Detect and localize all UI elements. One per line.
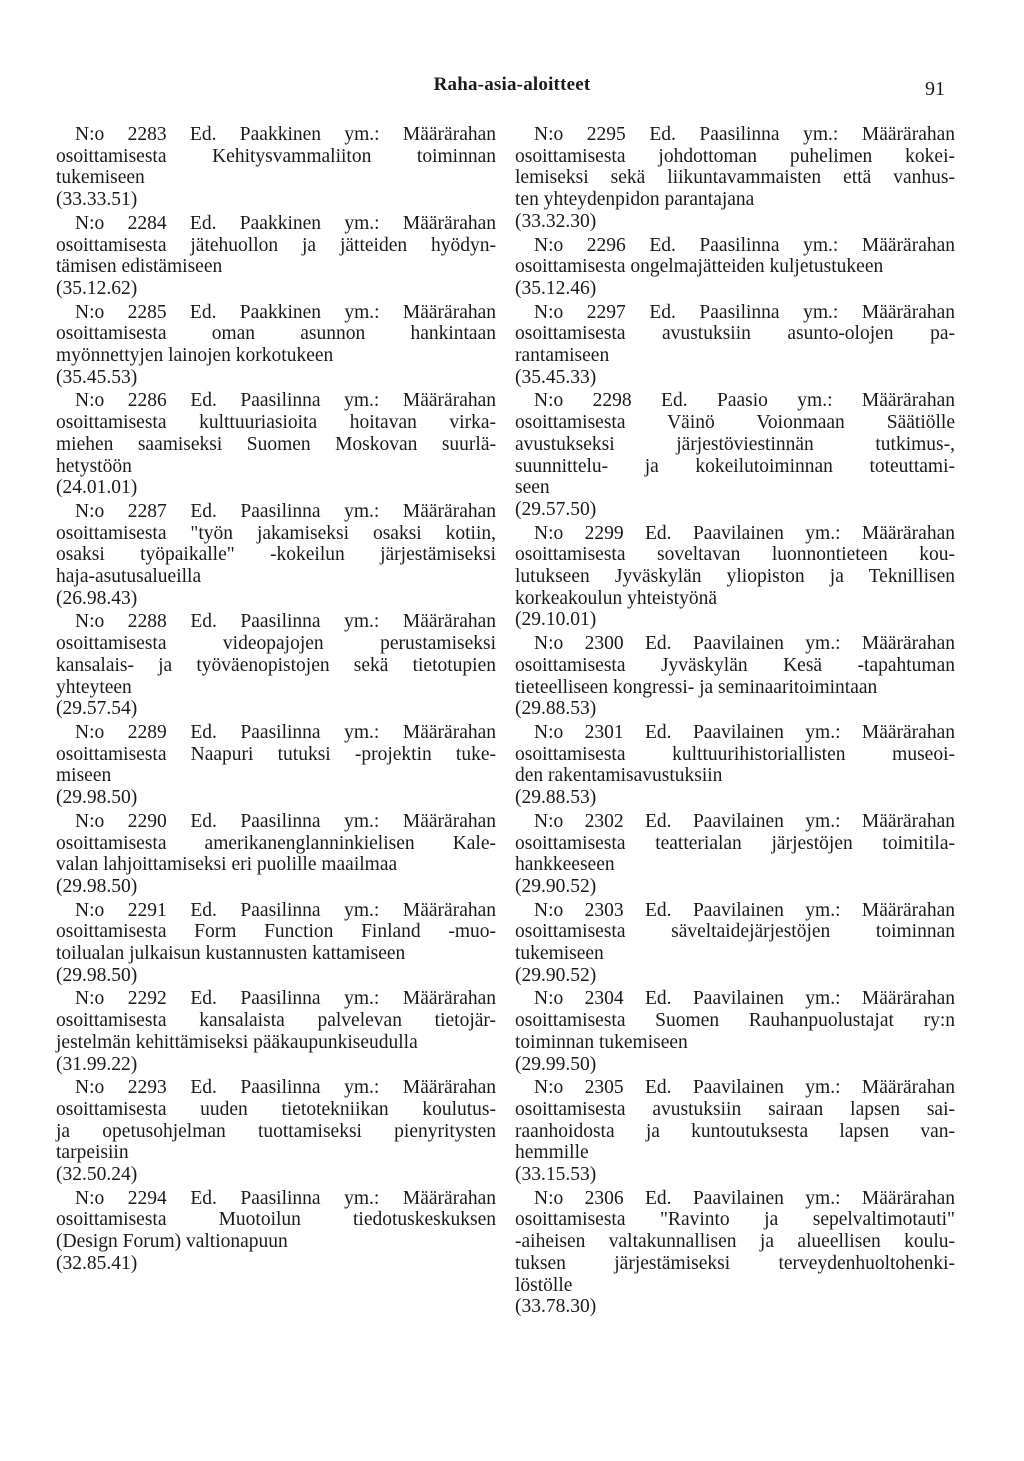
motion-text-line: osoittamisesta avustuksiin asunto-olojen pa- [515,323,955,345]
motion-heading-line: N:o 2286 Ed. Paasilinna ym.: Määrärahan [75,390,496,412]
motion-entry [515,124,955,233]
motion-heading-line: N:o 2293 Ed. Paasilinna ym.: Määrärahan [75,1077,496,1099]
motion-text-line: lutukseen Jyväskylän yliopiston ja Teknillisen [515,566,955,588]
motion-text-line: osoittamisesta avustuksiin sairaan lapsen sai- [515,1098,955,1120]
budget-reference: (29.98.50) [56,964,138,986]
motion-text-line: ten yhteydenpidon parantajana [515,189,755,211]
motion-text-line: seen [515,477,550,499]
motion-entry [56,213,496,300]
motion-text-line: osoittamisesta ongelmajätteiden kuljetustukeen [515,256,884,278]
motion-heading-line: N:o 2291 Ed. Paasilinna ym.: Määrärahan [75,899,496,921]
motion-heading-line: N:o 2297 Ed. Paasilinna ym.: Määrärahan [534,301,955,323]
motion-text-line: osoittamisesta Form Function Finland -muo- [56,921,496,943]
motion-text-line: osoittamisesta Kehitysvammaliiton toiminnan [56,145,496,167]
page-header-title: Raha-asia-aloitteet [433,74,591,95]
page-number: 91 [925,78,945,100]
budget-reference: (33.78.30) [515,1296,597,1318]
motion-entry [56,390,496,499]
motion-text-line: raanhoidosta ja kuntoutuksesta lapsen van- [515,1120,955,1142]
motion-heading-line: N:o 2300 Ed. Paavilainen ym.: Määrärahan [534,633,955,655]
motion-text-line: osoittamisesta jätehuollon ja jätteiden hyödyn- [56,234,496,256]
motion-text-line: osoittamisesta Muotoilun tiedotuskeskuksen [56,1209,496,1231]
motion-text-line: hemmille [515,1142,589,1164]
motion-text-line: osoittamisesta soveltavan luonnontieteen kou- [515,544,955,566]
motion-text-line: miehen saamiseksi Suomen Moskovan suurlä- [56,433,496,455]
motion-text-line: osaksi työpaikalle" -kokeilun järjestämiseksi [56,544,496,566]
motion-heading-line: N:o 2303 Ed. Paavilainen ym.: Määrärahan [534,899,955,921]
motion-heading-line: N:o 2283 Ed. Paakkinen ym.: Määrärahan [75,124,496,145]
motion-entry [56,900,496,987]
motion-entry [56,501,496,610]
motion-text-line: löstölle [515,1274,573,1296]
motion-entry [515,235,955,300]
motion-text-line: lemiseksi sekä liikuntavammaisten että vanhus- [515,167,955,189]
motion-entry [56,988,496,1075]
motion-text-line: toiminnan tukemiseen [515,1031,688,1053]
motion-text-line: osoittamisesta kulttuurihistoriallisten museoi- [515,743,955,765]
motion-entry [515,988,955,1075]
budget-reference: (29.10.01) [515,609,597,631]
motion-text-line: osoittamisesta uuden tietotekniikan koulutus- [56,1098,496,1120]
motion-text-line: osoittamisesta säveltaidejärjestöjen toiminnan [515,921,955,943]
motion-heading-line: N:o 2284 Ed. Paakkinen ym.: Määrärahan [75,212,496,234]
motion-heading-line: N:o 2305 Ed. Paavilainen ym.: Määrärahan [534,1077,955,1099]
motion-heading-line: N:o 2298 Ed. Paasio ym.: Määrärahan [534,390,955,412]
budget-reference: (29.90.52) [515,875,597,897]
budget-reference: (35.12.62) [56,277,138,299]
motion-text-line: jestelmän kehittämiseksi pääkaupunkiseudulla [56,1031,418,1053]
budget-reference: (31.99.22) [56,1053,138,1075]
budget-reference: (32.50.24) [56,1164,138,1186]
motion-entry [515,811,955,898]
motion-entry [56,611,496,720]
budget-reference: (29.88.53) [515,787,597,809]
motion-text-line: osoittamisesta Jyväskylän Kesä -tapahtuman [515,654,955,676]
motion-entry [56,302,496,389]
budget-reference: (32.85.41) [56,1252,138,1274]
motion-text-line: suunnittelu- ja kokeilutoiminnan toteuttami- [515,455,955,477]
motion-text-line: toilualan julkaisun kustannusten kattamiseen [56,943,406,965]
motion-text-line: osoittamisesta kansalaista palvelevan tietojär- [56,1010,496,1032]
budget-reference: (29.90.52) [515,964,597,986]
motion-text-line: osoittamisesta videopajojen perustamiseksi [56,633,496,655]
motion-text-line: ja opetusohjelman tuottamiseksi pienyritysten [56,1120,496,1142]
budget-reference: (35.45.53) [56,366,138,388]
motion-text-line: tarpeisiin [56,1142,129,1164]
motion-text-line: rantamiseen [515,345,610,367]
motion-heading-line: N:o 2299 Ed. Paavilainen ym.: Määrärahan [534,522,955,544]
motion-text-line: osoittamisesta Väinö Voionmaan Säätiölle [515,412,955,434]
motion-text-line: osoittamisesta "Ravinto ja sepelvaltimotauti" [515,1209,955,1231]
right-column [515,124,955,1320]
motion-entry [56,1077,496,1186]
budget-reference: (29.57.54) [56,698,138,720]
budget-reference: (29.88.53) [515,698,597,720]
budget-reference: (35.45.33) [515,366,597,388]
motion-heading-line: N:o 2295 Ed. Paasilinna ym.: Määrärahan [534,124,955,145]
motion-heading-line: N:o 2288 Ed. Paasilinna ym.: Määrärahan [75,611,496,633]
motion-entry [56,722,496,809]
motion-entry [56,1188,496,1275]
budget-reference: (33.32.30) [515,210,597,232]
motion-heading-line: N:o 2296 Ed. Paasilinna ym.: Määrärahan [534,234,955,256]
budget-reference: (29.99.50) [515,1053,597,1075]
budget-reference: (33.15.53) [515,1164,597,1186]
motion-entry [515,1077,955,1186]
motion-text-line: avustukseksi järjestöviestinnän tutkimus-, [515,433,955,455]
budget-reference: (35.12.46) [515,277,597,299]
motion-entry [515,900,955,987]
motion-entry [56,811,496,898]
motion-heading-line: N:o 2294 Ed. Paasilinna ym.: Määrärahan [75,1187,496,1209]
motion-heading-line: N:o 2287 Ed. Paasilinna ym.: Määrärahan [75,500,496,522]
motion-text-line: osoittamisesta "työn jakamiseksi osaksi kotiin, [56,522,496,544]
motion-text-line: myönnettyjen lainojen korkotukeen [56,345,334,367]
motion-heading-line: N:o 2292 Ed. Paasilinna ym.: Määrärahan [75,988,496,1010]
motion-entry [515,390,955,520]
budget-reference: (29.98.50) [56,875,138,897]
motion-text-line: tuksen järjestämiseksi terveydenhuoltohenki- [515,1252,955,1274]
motion-text-line: hankkeeseen [515,854,615,876]
motion-heading-line: N:o 2301 Ed. Paavilainen ym.: Määrärahan [534,721,955,743]
left-column [56,124,496,1277]
motion-text-line: tieteelliseen kongressi- ja seminaaritoimintaan [515,676,878,698]
motion-heading-line: N:o 2290 Ed. Paasilinna ym.: Määrärahan [75,810,496,832]
motion-entry [515,1188,955,1318]
budget-reference: (26.98.43) [56,587,138,609]
budget-reference: (24.01.01) [56,477,138,499]
motion-heading-line: N:o 2289 Ed. Paasilinna ym.: Määrärahan [75,721,496,743]
motion-heading-line: N:o 2304 Ed. Paavilainen ym.: Määrärahan [534,988,955,1010]
motion-text-line: osoittamisesta Suomen Rauhanpuolustajat ry:n [515,1010,955,1032]
motion-text-line: osoittamisesta amerikanenglanninkielisen Kale- [56,832,496,854]
motion-text-line: osoittamisesta teatterialan järjestöjen toimitila- [515,832,955,854]
budget-reference: (33.33.51) [56,189,138,211]
motion-text-line: (Design Forum) valtionapuun [56,1231,288,1253]
motion-text-line: valan lahjoittamiseksi eri puolille maailmaa [56,854,398,876]
motion-entry [515,302,955,389]
budget-reference: (29.98.50) [56,787,138,809]
motion-entry [515,722,955,809]
budget-reference: (29.57.50) [515,498,597,520]
motion-text-line: tukemiseen [515,943,604,965]
motion-heading-line: N:o 2285 Ed. Paakkinen ym.: Määrärahan [75,301,496,323]
motion-text-line: osoittamisesta johdottoman puhelimen kokei- [515,145,955,167]
motion-entry [515,523,955,632]
motion-text-line: osoittamisesta kulttuuriasioita hoitavan virka- [56,412,496,434]
motion-text-line: tämisen edistämiseen [56,256,223,278]
motion-text-line: den rakentamisavustuksiin [515,765,723,787]
motion-heading-line: N:o 2306 Ed. Paavilainen ym.: Määrärahan [534,1187,955,1209]
motion-text-line: haja-asutusalueilla [56,566,202,588]
motion-text-line: korkeakoulun yhteistyönä [515,587,717,609]
motion-entry [515,633,955,720]
motion-text-line: miseen [56,765,112,787]
motion-entry [56,124,496,211]
motion-text-line: osoittamisesta oman asunnon hankintaan [56,323,496,345]
motion-text-line: kansalais- ja työväenopistojen sekä tietotupien [56,654,496,676]
motion-heading-line: N:o 2302 Ed. Paavilainen ym.: Määrärahan [534,810,955,832]
motion-text-line: yhteyteen [56,676,132,698]
motion-text-line: hetystöön [56,455,132,477]
motion-text-line: tukemiseen [56,167,145,189]
motion-text-line: -aiheisen valtakunnallisen ja alueellisen koulu- [515,1231,955,1253]
motion-text-line: osoittamisesta Naapuri tutuksi -projektin tuke- [56,743,496,765]
